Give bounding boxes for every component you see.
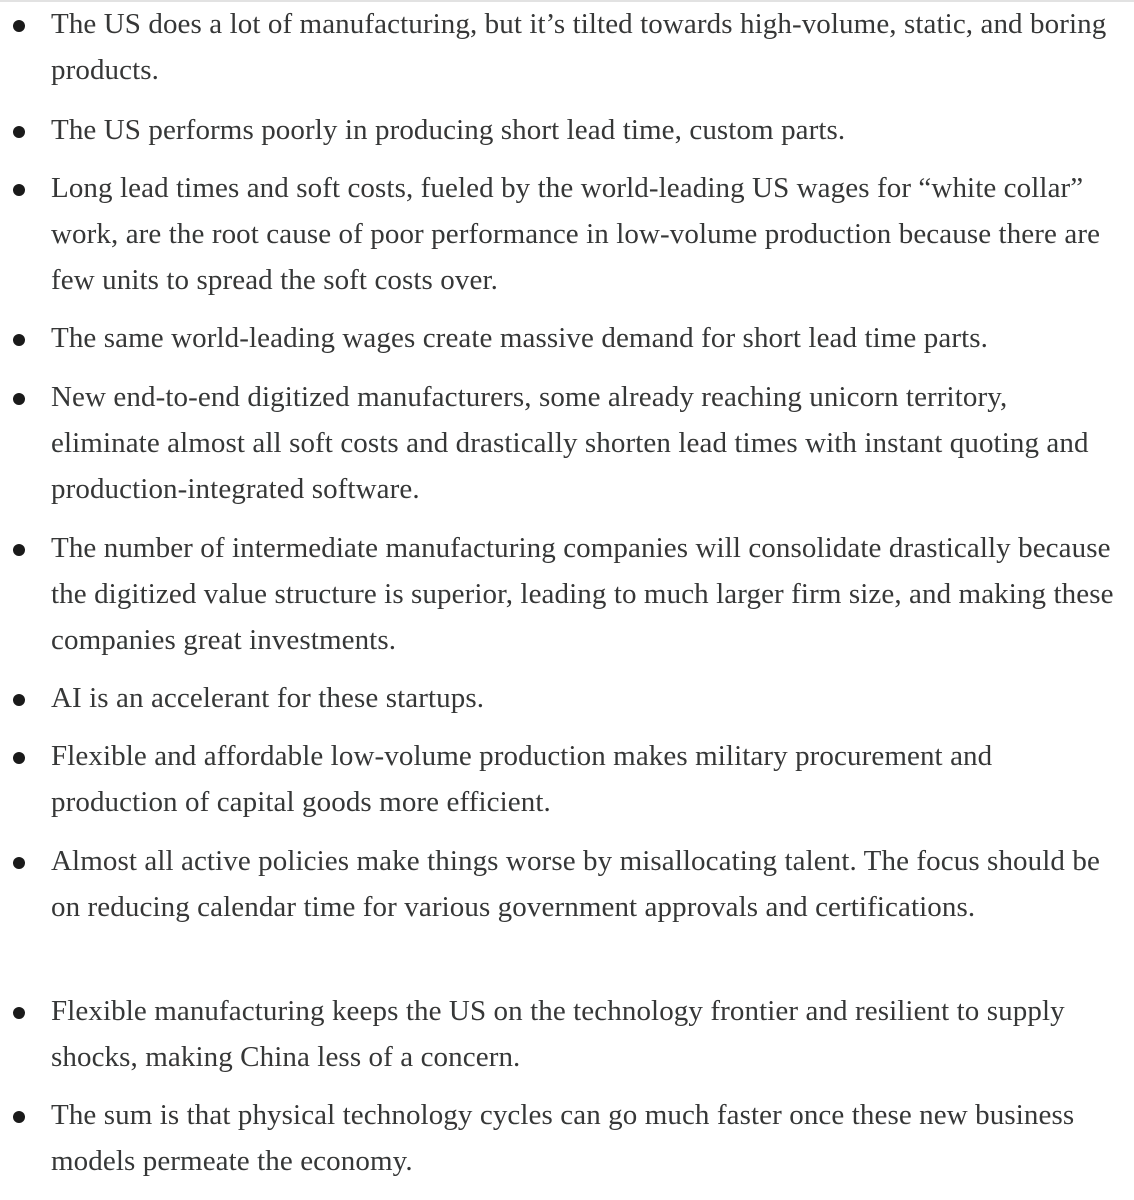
bullet-dot-icon — [13, 694, 25, 706]
bullet-dot-icon — [13, 393, 25, 405]
list-item-text: New end-to-end digitized manufacturers, some already reaching unicorn territory, eliminate almost all soft costs and drastically shorten lead times with instant quoting and production-integrated software. — [51, 381, 1089, 505]
list-item-text: The US performs poorly in producing short lead time, custom parts. — [51, 114, 846, 146]
list-item-text: The same world-leading wages create massive demand for short lead time parts. — [51, 322, 988, 354]
bullet-dot-icon — [13, 1111, 25, 1123]
bullet-dot-icon — [13, 752, 25, 764]
bullet-dot-icon — [13, 544, 25, 556]
list-item-text: Flexible manufacturing keeps the US on the technology frontier and resilient to supply shocks, making China less of a concern. — [51, 995, 1065, 1073]
list-item-text: Almost all active policies make things worse by misallocating talent. The focus should be on reducing calendar time for various government approvals and certifications. — [51, 845, 1100, 923]
list-item-text: The US does a lot of manufacturing, but it’s tilted towards high-volume, static, and boring products. — [51, 8, 1107, 86]
bullet-dot-icon — [13, 184, 25, 196]
bullet-dot-icon — [13, 857, 25, 869]
bullet-dot-icon — [13, 126, 25, 138]
bullet-dot-icon — [13, 334, 25, 346]
bullet-dot-icon — [13, 1007, 25, 1019]
bullet-dot-icon — [13, 20, 25, 32]
list-item-text: Long lead times and soft costs, fueled by the world-leading US wages for “white collar” work, are the root cause of poor performance in low-volume production because there are few units to spread the soft costs over. — [51, 172, 1101, 296]
list-item-text: Flexible and affordable low-volume production makes military procurement and production of capital goods more efficient. — [51, 740, 993, 818]
list-item-text: The number of intermediate manufacturing companies will consolidate drastically because the digitized value structure is superior, leading to much larger firm size, and making these companies great investments. — [51, 532, 1114, 656]
list-item-text: The sum is that physical technology cycles can go much faster once these new business models permeate the economy. — [51, 1099, 1075, 1177]
list-item-text: AI is an accelerant for these startups. — [51, 682, 485, 714]
